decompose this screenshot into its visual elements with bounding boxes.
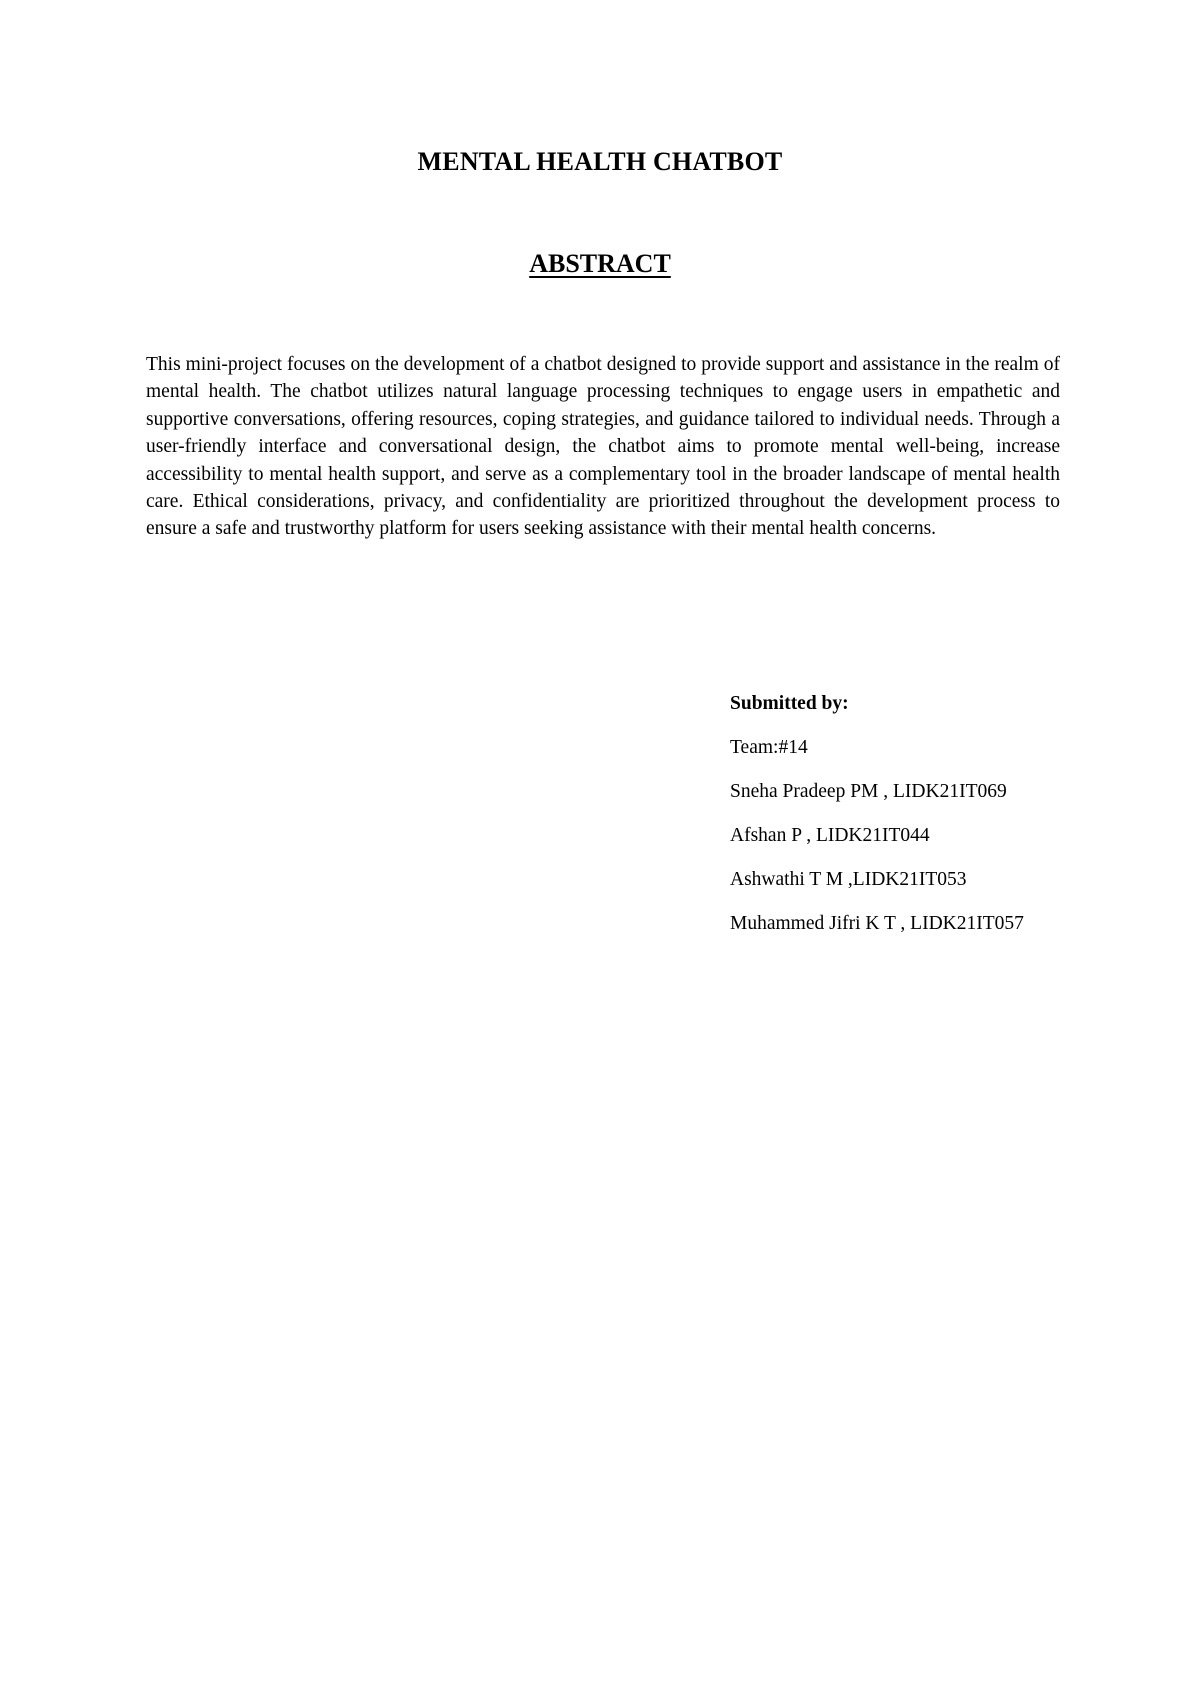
abstract-paragraph: This mini-project focuses on the development of a chatbot designed to provide support and assistance in the realm of mental health. The chatbot utilizes natural language processing techniques to engage users in empathetic and supportive conversations, offering resources, coping strategies, and guidance tailored to individual needs. Through a user-friendly interface and conversational design, the chatbot aims to promote mental well-being, increase accessibility to mental health support, and serve as a complementary tool in the broader landscape of mental health care. Ethical considerations, privacy, and confidentiality are prioritized throughout the development process to ensure a safe and trustworthy platform for users seeking assistance with their mental health concerns. <box>146 354 1060 540</box>
team-member: Sneha Pradeep PM , LIDK21IT069 <box>730 781 1007 802</box>
submitted-by-block <box>730 692 1150 956</box>
submitted-by-label: Submitted by: <box>730 693 849 714</box>
team-member: Ashwathi T M ,LIDK21IT053 <box>730 869 967 890</box>
team-member: Muhammed Jifri K T , LIDK21IT057 <box>730 913 1024 934</box>
abstract-heading: ABSTRACT <box>529 249 671 278</box>
team-member: Afshan P , LIDK21IT044 <box>730 825 930 846</box>
document-title: MENTAL HEALTH CHATBOT <box>417 147 783 176</box>
team-number: Team:#14 <box>730 737 808 758</box>
